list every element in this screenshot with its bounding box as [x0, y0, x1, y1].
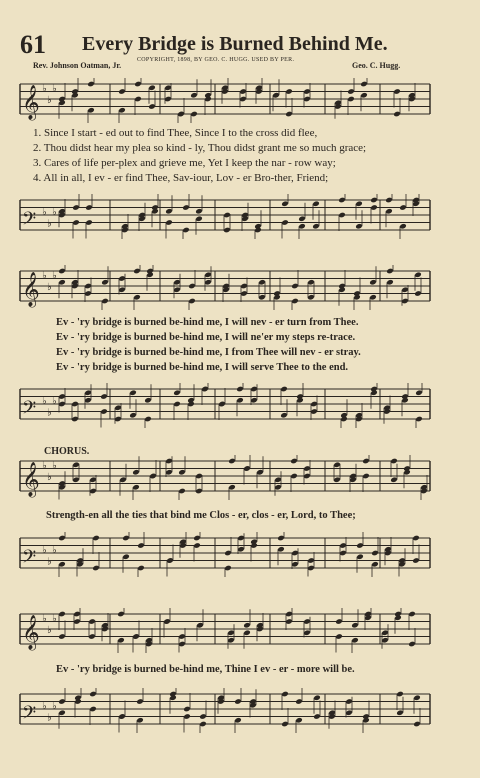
chorus-line-2: Ev - 'ry bridge is burned be-hind me, Thine I ev - er - more will be. — [56, 664, 355, 675]
svg-text:♭: ♭ — [47, 94, 52, 106]
svg-text:♭: ♭ — [47, 407, 52, 419]
svg-text:♭: ♭ — [52, 460, 57, 472]
svg-text:♭: ♭ — [42, 613, 47, 625]
author-credit: Rev. Johnson Oatman, Jr. — [33, 61, 122, 70]
svg-text:♭: ♭ — [42, 396, 47, 407]
svg-text:♭: ♭ — [42, 460, 47, 472]
chorus-line-1: Strength-en all the ties that bind me Clos - er, clos - er, Lord, to Thee; — [46, 510, 356, 521]
bass-staff-system-4 — [0, 688, 480, 733]
svg-text:♭: ♭ — [42, 545, 47, 556]
hymn-number: 61 — [20, 30, 46, 59]
svg-text:♭: ♭ — [52, 83, 57, 95]
svg-text:♭: ♭ — [47, 624, 52, 636]
svg-text:♭: ♭ — [47, 218, 52, 230]
bass-staff-system-2 — [0, 383, 480, 428]
svg-text:♭: ♭ — [42, 270, 47, 282]
svg-text:♭: ♭ — [42, 207, 47, 218]
verse-line-4: 4. All in all, I ev - er find Thee, Sav-iour, Lov - er Bro-ther, Friend; — [33, 172, 329, 184]
svg-text:♭: ♭ — [52, 396, 57, 407]
verse-line-3: 3. Cares of life per-plex and grieve me, Yet I keep the nar - row way; — [33, 157, 336, 169]
treble-staff-system-4 — [0, 608, 480, 653]
svg-text:♭: ♭ — [47, 712, 52, 724]
refrain-line-1: Ev - 'ry bridge is burned be-hind me, I will nev - er turn from Thee. — [56, 317, 359, 328]
treble-staff-system-3 — [0, 455, 480, 500]
svg-text:♭: ♭ — [47, 471, 52, 483]
svg-text:𝄞: 𝄞 — [22, 462, 40, 497]
chorus-label: CHORUS. — [44, 446, 90, 457]
svg-text:♭: ♭ — [52, 545, 57, 556]
svg-text:♭: ♭ — [47, 556, 52, 568]
svg-text:𝄞: 𝄞 — [22, 272, 40, 307]
copyright-notice: COPYRIGHT, 1898, BY GEO. C. HUGG. USED BY PER. — [137, 57, 295, 63]
svg-text:𝄢: 𝄢 — [22, 703, 37, 728]
verse-line-2: 2. Thou didst hear my plea so kind - ly, Thou didst grant me so much grace; — [33, 142, 367, 154]
svg-text:♭: ♭ — [47, 281, 52, 293]
svg-text:♭: ♭ — [42, 701, 47, 712]
refrain-line-2: Ev - 'ry bridge is burned be-hind me, I will ne'er my steps re-trace. — [56, 332, 356, 343]
refrain-line-4: Ev - 'ry bridge is burned be-hind me, I will serve Thee to the end. — [56, 362, 349, 373]
svg-text:♭: ♭ — [52, 613, 57, 625]
bass-staff-system-1 — [0, 194, 480, 239]
svg-text:♭: ♭ — [52, 701, 57, 712]
composer-credit: Geo. C. Hugg. — [352, 61, 401, 70]
treble-staff-system-1 — [0, 78, 480, 123]
svg-text:𝄢: 𝄢 — [22, 547, 37, 572]
svg-text:𝄢: 𝄢 — [22, 398, 37, 423]
verse-line-1: 1. Since I start - ed out to find Thee, Since I to the cross did flee, — [33, 127, 318, 139]
svg-text:𝄢: 𝄢 — [22, 209, 37, 234]
svg-text:♭: ♭ — [52, 270, 57, 282]
svg-text:♭: ♭ — [52, 207, 57, 218]
svg-text:𝄞: 𝄞 — [22, 85, 40, 120]
svg-text:♭: ♭ — [42, 83, 47, 95]
bass-staff-system-3 — [0, 532, 480, 577]
treble-staff-system-2 — [0, 265, 480, 310]
refrain-line-3: Ev - 'ry bridge is burned be-hind me, I from Thee will nev - er stray. — [56, 347, 361, 358]
hymn-title: Every Bridge is Burned Behind Me. — [82, 33, 388, 55]
svg-text:𝄞: 𝄞 — [22, 615, 40, 650]
